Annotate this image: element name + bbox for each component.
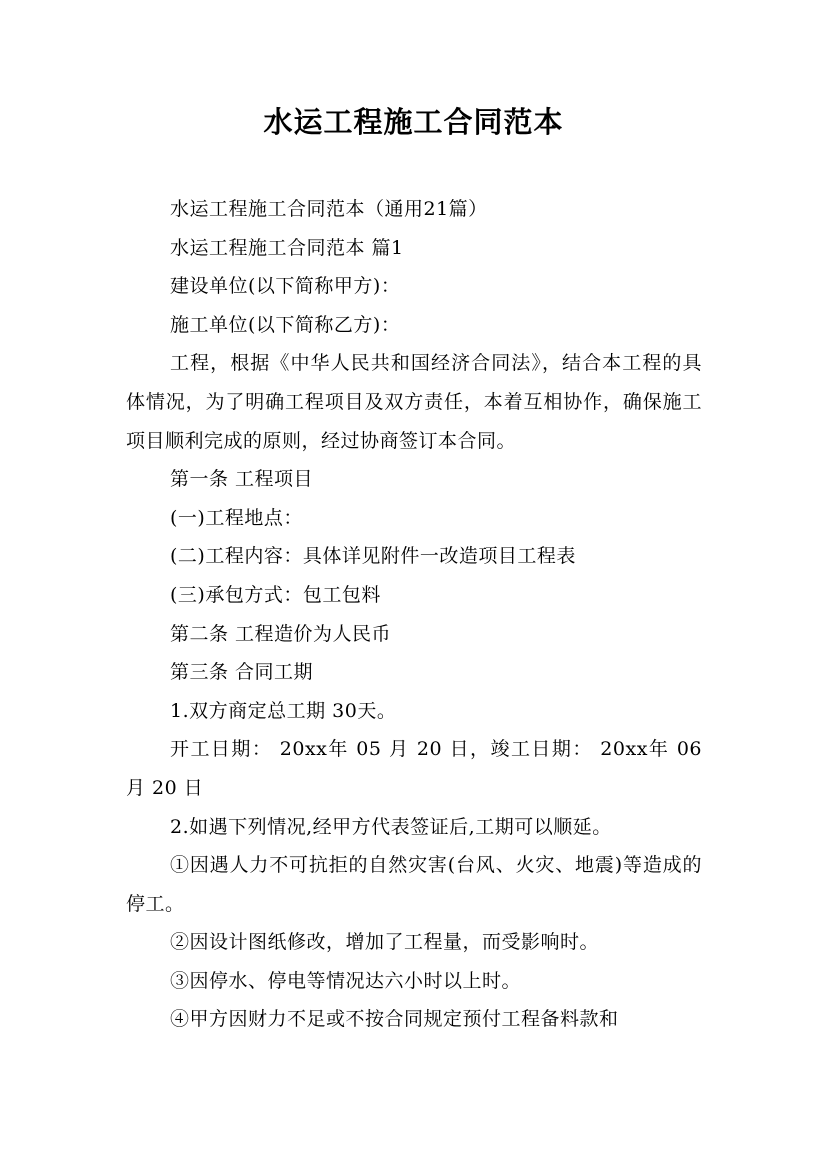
paragraph-item-location: (一)工程地点： (170, 506, 303, 529)
document-body (126, 190, 702, 1039)
paragraph-preamble: 工程，根据《中华人民共和国经济合同法》，结合本工程的具体情况，为了明确工程项目及双方责任，本着互相协作，确保施工项目顺利完成的原则，经过协商签订本合同。 (126, 352, 702, 452)
paragraph-condition-3: ③因停水、停电等情况达六小时以上时。 (170, 969, 522, 992)
paragraph-article-1: 第一条 工程项目 (170, 468, 314, 491)
paragraph-article-2: 第二条 工程造价为人民币 (170, 622, 392, 645)
paragraph-party-b: 施工单位(以下简称乙方)： (170, 313, 401, 336)
paragraph-condition-2: ②因设计图纸修改，增加了工程量，而受影响时。 (170, 931, 600, 954)
paragraph-condition-4: ④甲方因财力不足或不按合同规定预付工程备料款和 (170, 1008, 619, 1031)
paragraph-condition-1: ①因遇人力不可抗拒的自然灾害(台风、火灾、地震)等造成的停工。 (126, 854, 702, 915)
paragraph-item-content: (二)工程内容：具体详见附件一改造项目工程表 (170, 545, 576, 568)
paragraph-duration: 1.双方商定总工期 30天。 (170, 699, 397, 722)
paragraph-party-a: 建设单位(以下简称甲方)： (170, 275, 401, 298)
paragraph-section-heading: 水运工程施工合同范本 篇1 (170, 236, 404, 259)
paragraph-dates: 开工日期： 20xx年 05 月 20 日，竣工日期： 20xx年 06 月 20 日 (126, 738, 702, 799)
paragraph-article-3: 第三条 合同工期 (170, 661, 314, 684)
paragraph-item-contract-method: (三)承包方式：包工包料 (170, 583, 381, 606)
document-title: 水运工程施工合同范本 (263, 105, 564, 139)
paragraph-subtitle: 水运工程施工合同范本（通用21篇） (170, 198, 488, 220)
paragraph-extension: 2.如遇下列情况,经甲方代表签证后,工期可以顺延。 (170, 815, 612, 838)
